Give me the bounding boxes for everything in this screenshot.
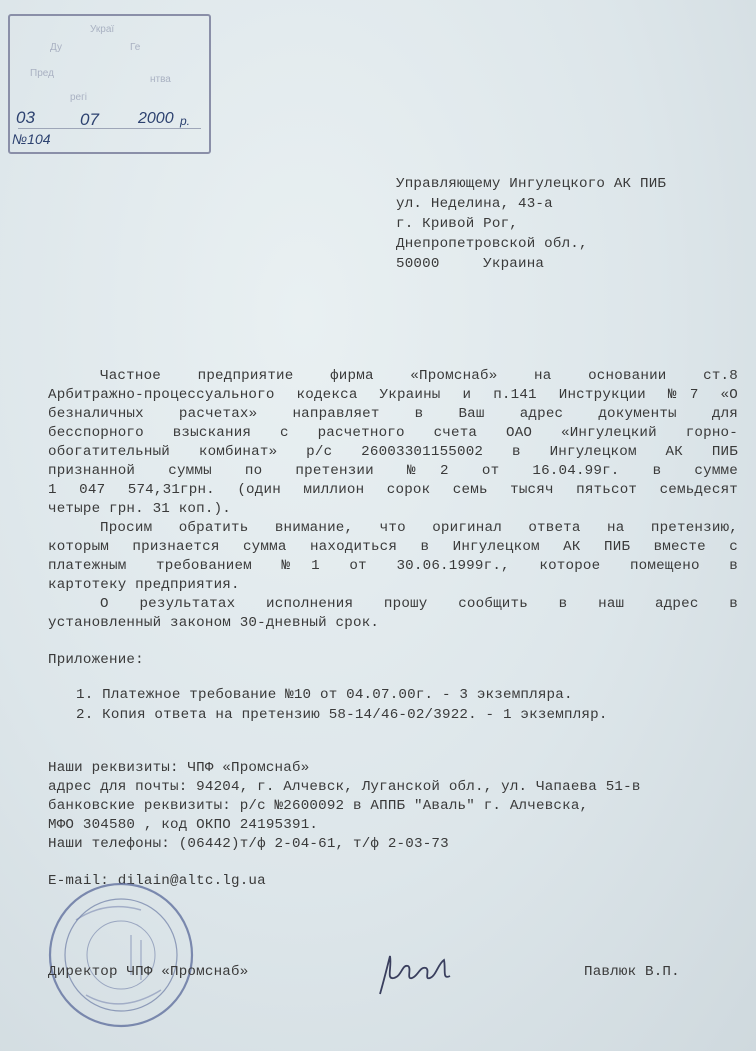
requisites-line: адрес для почты: 94204, г. Алчевск, Луганской обл., ул. Чапаева 51-в bbox=[48, 779, 641, 795]
email-line: E-mail: dilain@altc.lg.ua bbox=[48, 873, 266, 889]
registration-stamp bbox=[8, 14, 211, 154]
attachment-item: 1. Платежное требование №10 от 04.07.00г. - 3 экземпляра. bbox=[76, 687, 573, 703]
stamp-reg-number: №104 bbox=[12, 131, 51, 147]
body-line: обогатительный комбинат» р/с 26003301155002 в Ингулецком АК ПИБ bbox=[48, 444, 738, 460]
attachment-item: 2. Копия ответа на претензию 58-14/46-02/3922. - 1 экземпляр. bbox=[76, 707, 608, 723]
body-line: О результатах исполнения прошу сообщить в наш адрес в bbox=[100, 596, 738, 612]
body-line: которым признается сумма находиться в Ингулецком АК ПИБ вместе с bbox=[48, 539, 738, 555]
stamp-date-suffix: р. bbox=[180, 114, 191, 128]
stamp-date-day: 03 bbox=[16, 108, 35, 127]
stamp-faint-text: нтва bbox=[150, 74, 171, 85]
stamp-faint-text: Ду bbox=[50, 42, 62, 53]
stamp-date-year: 2000 bbox=[138, 110, 174, 127]
body-line: картотеку предприятия. bbox=[48, 577, 240, 593]
requisites-line: МФО 304580 , код ОКПО 24195391. bbox=[48, 817, 319, 833]
body-line: установленный законом 30-дневный срок. bbox=[48, 615, 380, 631]
recipient-line: 50000 Украина bbox=[396, 256, 545, 272]
recipient-line: ул. Неделина, 43-а bbox=[396, 196, 553, 212]
requisites-line: Наши телефоны: (06442)т/ф 2-04-61, т/ф 2-03-73 bbox=[48, 836, 449, 852]
body-line: Частное предприятие фирма «Промснаб» на основании ст.8 bbox=[100, 368, 738, 384]
recipient-line: Управляющему Ингулецкого АК ПИБ bbox=[396, 176, 667, 192]
stamp-faint-text: регі bbox=[70, 92, 87, 103]
handwritten-signature bbox=[372, 950, 462, 1000]
body-line: платежным требованием №1 от 30.06.1999г., которое помещено в bbox=[48, 558, 738, 574]
body-line: бесспорного взыскания с расчетного счета ОАО «Ингулецкий горно- bbox=[48, 425, 738, 441]
stamp-date-month: 07 bbox=[80, 110, 99, 129]
company-round-stamp bbox=[46, 880, 196, 1030]
requisites-line: банковские реквизиты: р/с №2600092 в АППБ "Аваль" г. Алчевска, bbox=[48, 798, 589, 814]
signatory-position: Директор ЧПФ «Промснаб» bbox=[48, 964, 249, 980]
stamp-faint-text: Ге bbox=[130, 42, 141, 53]
body-line: 1 047 574,31грн. (один миллион сорок семь тысяч пятьсот семьдесят bbox=[48, 482, 738, 498]
stamp-faint-title: Украї bbox=[90, 24, 115, 35]
body-line: Арбитражно-процессуального кодекса Украины и п.141 Инструкции №7 «О bbox=[48, 387, 738, 403]
attachments-heading: Приложение: bbox=[48, 652, 144, 668]
body-line: признанной суммы по претензии №2 от 16.04.99г. в сумме bbox=[48, 463, 738, 479]
body-line: Просим обратить внимание, что оригинал ответа на претензию, bbox=[100, 520, 738, 536]
body-line: безналичных расчетах» направляет в Ваш адрес документы для bbox=[48, 406, 738, 422]
recipient-line: Днепропетровской обл., bbox=[396, 236, 588, 252]
signatory-name: Павлюк В.П. bbox=[584, 964, 680, 980]
recipient-line: г. Кривой Рог, bbox=[396, 216, 518, 232]
stamp-faint-text: Пред bbox=[30, 68, 54, 79]
requisites-line: Наши реквизиты: ЧПФ «Промснаб» bbox=[48, 760, 310, 776]
body-line: четыре грн. 31 коп.). bbox=[48, 501, 231, 517]
